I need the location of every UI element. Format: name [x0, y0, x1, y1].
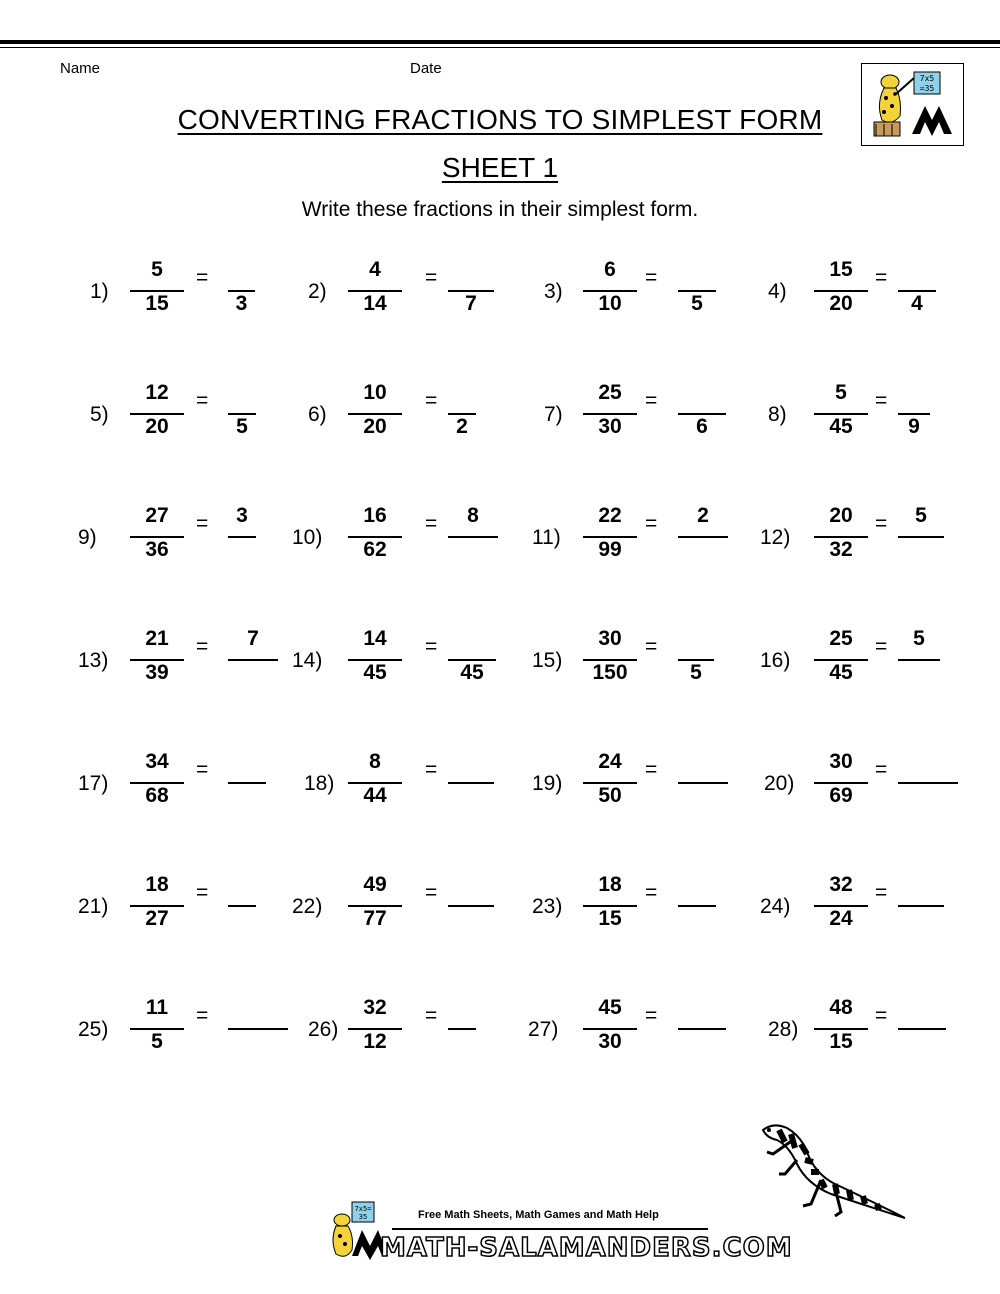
equals-sign: = [425, 1004, 438, 1027]
equals-sign: = [875, 1004, 888, 1027]
answer-denominator: 5 [690, 661, 702, 684]
footer-badge-bottom: 35 [358, 1213, 368, 1221]
fraction-numerator: 48 [829, 996, 853, 1019]
problem-label: 27) [528, 1018, 559, 1041]
fraction-denominator: 20 [363, 415, 387, 438]
answer-line [678, 782, 728, 784]
answer-blank[interactable] [898, 262, 936, 332]
fraction [814, 750, 868, 824]
answer-denominator: 2 [456, 415, 468, 438]
fraction-numerator: 27 [145, 504, 169, 527]
fraction [583, 750, 637, 824]
fraction-numerator: 15 [829, 258, 853, 281]
answer-blank[interactable] [228, 504, 256, 578]
fraction [814, 258, 868, 332]
fraction-numerator: 25 [598, 381, 622, 404]
fraction-numerator: 21 [145, 627, 169, 650]
answer-line [898, 659, 940, 661]
problem-label: 21) [78, 895, 109, 918]
footer-brand: MATH-SALAMANDERS.COM [380, 1233, 793, 1263]
fraction-denominator: 15 [598, 907, 622, 930]
fraction-numerator: 6 [604, 258, 616, 281]
fraction [814, 627, 868, 701]
equals-sign: = [425, 389, 438, 412]
answer-numerator: 8 [467, 504, 479, 527]
fraction [348, 996, 402, 1070]
fraction [814, 381, 868, 455]
fraction-denominator: 20 [145, 415, 169, 438]
answer-blank[interactable] [898, 1000, 946, 1070]
fraction-numerator: 25 [829, 627, 853, 650]
answer-numerator: 3 [236, 504, 248, 527]
equals-sign: = [196, 1004, 209, 1027]
answer-line [678, 905, 716, 907]
answer-denominator: 7 [465, 292, 477, 315]
fraction-denominator: 62 [363, 538, 387, 561]
answer-blank[interactable] [678, 385, 726, 455]
fraction-numerator: 5 [151, 258, 163, 281]
fraction-denominator: 77 [363, 907, 387, 930]
problem-label: 22) [292, 895, 323, 918]
fraction-numerator: 16 [363, 504, 387, 527]
equals-sign: = [196, 758, 209, 781]
equals-sign: = [425, 758, 438, 781]
fraction [348, 873, 402, 947]
fraction-numerator: 5 [835, 381, 847, 404]
answer-denominator: 9 [908, 415, 920, 438]
equals-sign: = [645, 266, 658, 289]
fraction-numerator: 22 [598, 504, 622, 527]
fraction [130, 996, 184, 1070]
problem-label: 17) [78, 772, 109, 795]
footer-tagline: Free Math Sheets, Math Games and Math Help [418, 1209, 659, 1221]
problem-label: 23) [532, 895, 563, 918]
problem-label: 25) [78, 1018, 109, 1041]
fraction-numerator: 4 [369, 258, 381, 281]
fraction-denominator: 36 [145, 538, 169, 561]
equals-sign: = [425, 635, 438, 658]
answer-line [448, 536, 498, 538]
problem-label: 5) [90, 403, 109, 426]
equals-sign: = [196, 266, 209, 289]
answer-numerator: 2 [697, 504, 709, 527]
fraction [130, 627, 184, 701]
fraction [348, 258, 402, 332]
fraction [348, 750, 402, 824]
fraction-denominator: 30 [598, 415, 622, 438]
equals-sign: = [875, 389, 888, 412]
problem-label: 16) [760, 649, 791, 672]
fraction [130, 258, 184, 332]
fraction-denominator: 45 [829, 661, 853, 684]
fraction [814, 504, 868, 578]
answer-blank[interactable] [898, 627, 940, 701]
problem-label: 11) [532, 526, 561, 549]
date-label: Date [410, 60, 442, 77]
fraction-denominator: 99 [598, 538, 622, 561]
fraction-numerator: 24 [598, 750, 622, 773]
answer-blank[interactable] [448, 1000, 476, 1070]
answer-blank[interactable] [678, 631, 714, 701]
answer-blank[interactable] [228, 754, 266, 824]
fraction-denominator: 69 [829, 784, 853, 807]
answer-blank[interactable] [228, 627, 278, 701]
fraction [348, 627, 402, 701]
answer-blank[interactable] [898, 754, 958, 824]
answer-line [898, 536, 944, 538]
answer-denominator: 5 [691, 292, 703, 315]
answer-blank[interactable] [448, 754, 494, 824]
answer-denominator: 6 [696, 415, 708, 438]
answer-blank[interactable] [898, 385, 930, 455]
answer-line [898, 782, 958, 784]
problem-label: 6) [308, 403, 327, 426]
fraction-denominator: 45 [363, 661, 387, 684]
fraction-denominator: 20 [829, 292, 853, 315]
fraction-denominator: 50 [598, 784, 622, 807]
salamander-teacher-icon [862, 64, 963, 145]
answer-line [228, 1028, 288, 1030]
answer-blank[interactable] [228, 385, 256, 455]
problem-label: 9) [78, 526, 97, 549]
answer-blank[interactable] [228, 877, 256, 947]
worksheet-title: CONVERTING FRACTIONS TO SIMPLEST FORM [177, 104, 823, 135]
fraction-denominator: 30 [598, 1030, 622, 1053]
equals-sign: = [875, 512, 888, 535]
answer-blank[interactable] [228, 1000, 288, 1070]
logo-badge-bottom: =35 [919, 84, 935, 93]
fraction [814, 996, 868, 1070]
problem-label: 12) [760, 526, 791, 549]
fraction-denominator: 5 [151, 1030, 163, 1053]
answer-line [898, 1028, 946, 1030]
fraction-denominator: 15 [829, 1030, 853, 1053]
problem-label: 19) [532, 772, 563, 795]
answer-blank[interactable] [678, 754, 728, 824]
equals-sign: = [645, 512, 658, 535]
footer-divider [392, 1228, 708, 1230]
answer-blank[interactable] [448, 631, 496, 701]
equals-sign: = [875, 881, 888, 904]
fraction-numerator: 12 [145, 381, 169, 404]
equals-sign: = [645, 758, 658, 781]
problem-label: 26) [308, 1018, 339, 1041]
answer-blank[interactable] [898, 877, 944, 947]
fraction-denominator: 12 [363, 1030, 387, 1053]
equals-sign: = [425, 266, 438, 289]
fraction-numerator: 10 [363, 381, 387, 404]
equals-sign: = [645, 1004, 658, 1027]
answer-blank[interactable] [228, 262, 255, 332]
fraction [130, 750, 184, 824]
fraction [583, 873, 637, 947]
fraction-numerator: 14 [363, 627, 387, 650]
fraction [583, 996, 637, 1070]
answer-denominator: 45 [460, 661, 484, 684]
answer-denominator: 4 [911, 292, 923, 315]
header-logo [861, 63, 964, 146]
fraction-denominator: 44 [363, 784, 387, 807]
fraction [583, 258, 637, 332]
problem-label: 1) [90, 280, 109, 303]
answer-line [678, 536, 728, 538]
problem-label: 10) [292, 526, 323, 549]
fraction-denominator: 45 [829, 415, 853, 438]
fraction [130, 381, 184, 455]
fraction [130, 873, 184, 947]
fraction-numerator: 30 [598, 627, 622, 650]
fraction-numerator: 20 [829, 504, 853, 527]
answer-line [448, 1028, 476, 1030]
answer-numerator: 7 [247, 627, 259, 650]
equals-sign: = [196, 512, 209, 535]
problem-label: 3) [544, 280, 563, 303]
problem-label: 20) [764, 772, 795, 795]
fraction [348, 381, 402, 455]
fraction-numerator: 32 [363, 996, 387, 1019]
fraction-denominator: 10 [598, 292, 622, 315]
problem-label: 7) [544, 403, 563, 426]
fraction-denominator: 39 [145, 661, 169, 684]
problem-label: 4) [768, 280, 787, 303]
answer-line [898, 905, 944, 907]
answer-blank[interactable] [448, 504, 498, 578]
fraction-numerator: 34 [145, 750, 169, 773]
answer-blank[interactable] [448, 385, 476, 455]
equals-sign: = [875, 758, 888, 781]
equals-sign: = [645, 635, 658, 658]
fraction-numerator: 11 [145, 996, 169, 1019]
equals-sign: = [875, 266, 888, 289]
equals-sign: = [196, 881, 209, 904]
equals-sign: = [196, 635, 209, 658]
fraction [583, 627, 637, 701]
instructions: Write these fractions in their simplest form. [301, 198, 699, 221]
fraction-denominator: 27 [145, 907, 169, 930]
equals-sign: = [645, 881, 658, 904]
answer-line [228, 659, 278, 661]
answer-numerator: 5 [915, 504, 927, 527]
answer-blank[interactable] [898, 504, 944, 578]
fraction-denominator: 150 [592, 661, 628, 684]
fraction-numerator: 49 [363, 873, 387, 896]
top-rule-thin [0, 47, 1000, 48]
answer-blank[interactable] [448, 877, 494, 947]
logo-badge-top: 7x5 [919, 74, 935, 83]
problem-label: 15) [532, 649, 563, 672]
fraction-denominator: 68 [145, 784, 169, 807]
answer-line [448, 782, 494, 784]
fraction [130, 504, 184, 578]
answer-line [228, 536, 256, 538]
problem-label: 28) [768, 1018, 799, 1041]
answer-blank[interactable] [678, 877, 716, 947]
equals-sign: = [425, 881, 438, 904]
answer-line [448, 905, 494, 907]
fraction-denominator: 24 [829, 907, 853, 930]
answer-blank[interactable] [678, 504, 728, 578]
fraction-numerator: 18 [145, 873, 169, 896]
fraction [583, 504, 637, 578]
answer-line [228, 905, 256, 907]
salamander-icon [755, 1118, 915, 1228]
sheet-number: SHEET 1 [441, 152, 559, 183]
fraction-numerator: 8 [369, 750, 381, 773]
fraction-denominator: 14 [363, 292, 387, 315]
answer-denominator: 5 [236, 415, 248, 438]
equals-sign: = [875, 635, 888, 658]
equals-sign: = [196, 389, 209, 412]
answer-denominator: 3 [235, 292, 248, 315]
answer-blank[interactable] [448, 262, 494, 332]
fraction [583, 381, 637, 455]
top-rule-thick [0, 40, 1000, 44]
fraction-numerator: 18 [598, 873, 622, 896]
fraction-numerator: 45 [598, 996, 622, 1019]
problem-label: 24) [760, 895, 791, 918]
fraction-denominator: 32 [829, 538, 853, 561]
fraction [814, 873, 868, 947]
fraction-numerator: 30 [829, 750, 853, 773]
answer-line [678, 1028, 726, 1030]
fraction-denominator: 15 [145, 292, 169, 315]
footer-badge-top: 7x5= [354, 1205, 372, 1213]
answer-numerator: 5 [913, 627, 925, 650]
problem-label: 2) [308, 280, 327, 303]
problem-label: 14) [292, 649, 323, 672]
equals-sign: = [425, 512, 438, 535]
problem-label: 18) [304, 772, 335, 795]
name-label: Name [60, 60, 101, 77]
answer-blank[interactable] [678, 262, 716, 332]
fraction [348, 504, 402, 578]
problem-label: 8) [768, 403, 787, 426]
answer-blank[interactable] [678, 1000, 726, 1070]
equals-sign: = [645, 389, 658, 412]
answer-line [228, 782, 266, 784]
problem-label: 13) [78, 649, 109, 672]
fraction-numerator: 32 [829, 873, 853, 896]
